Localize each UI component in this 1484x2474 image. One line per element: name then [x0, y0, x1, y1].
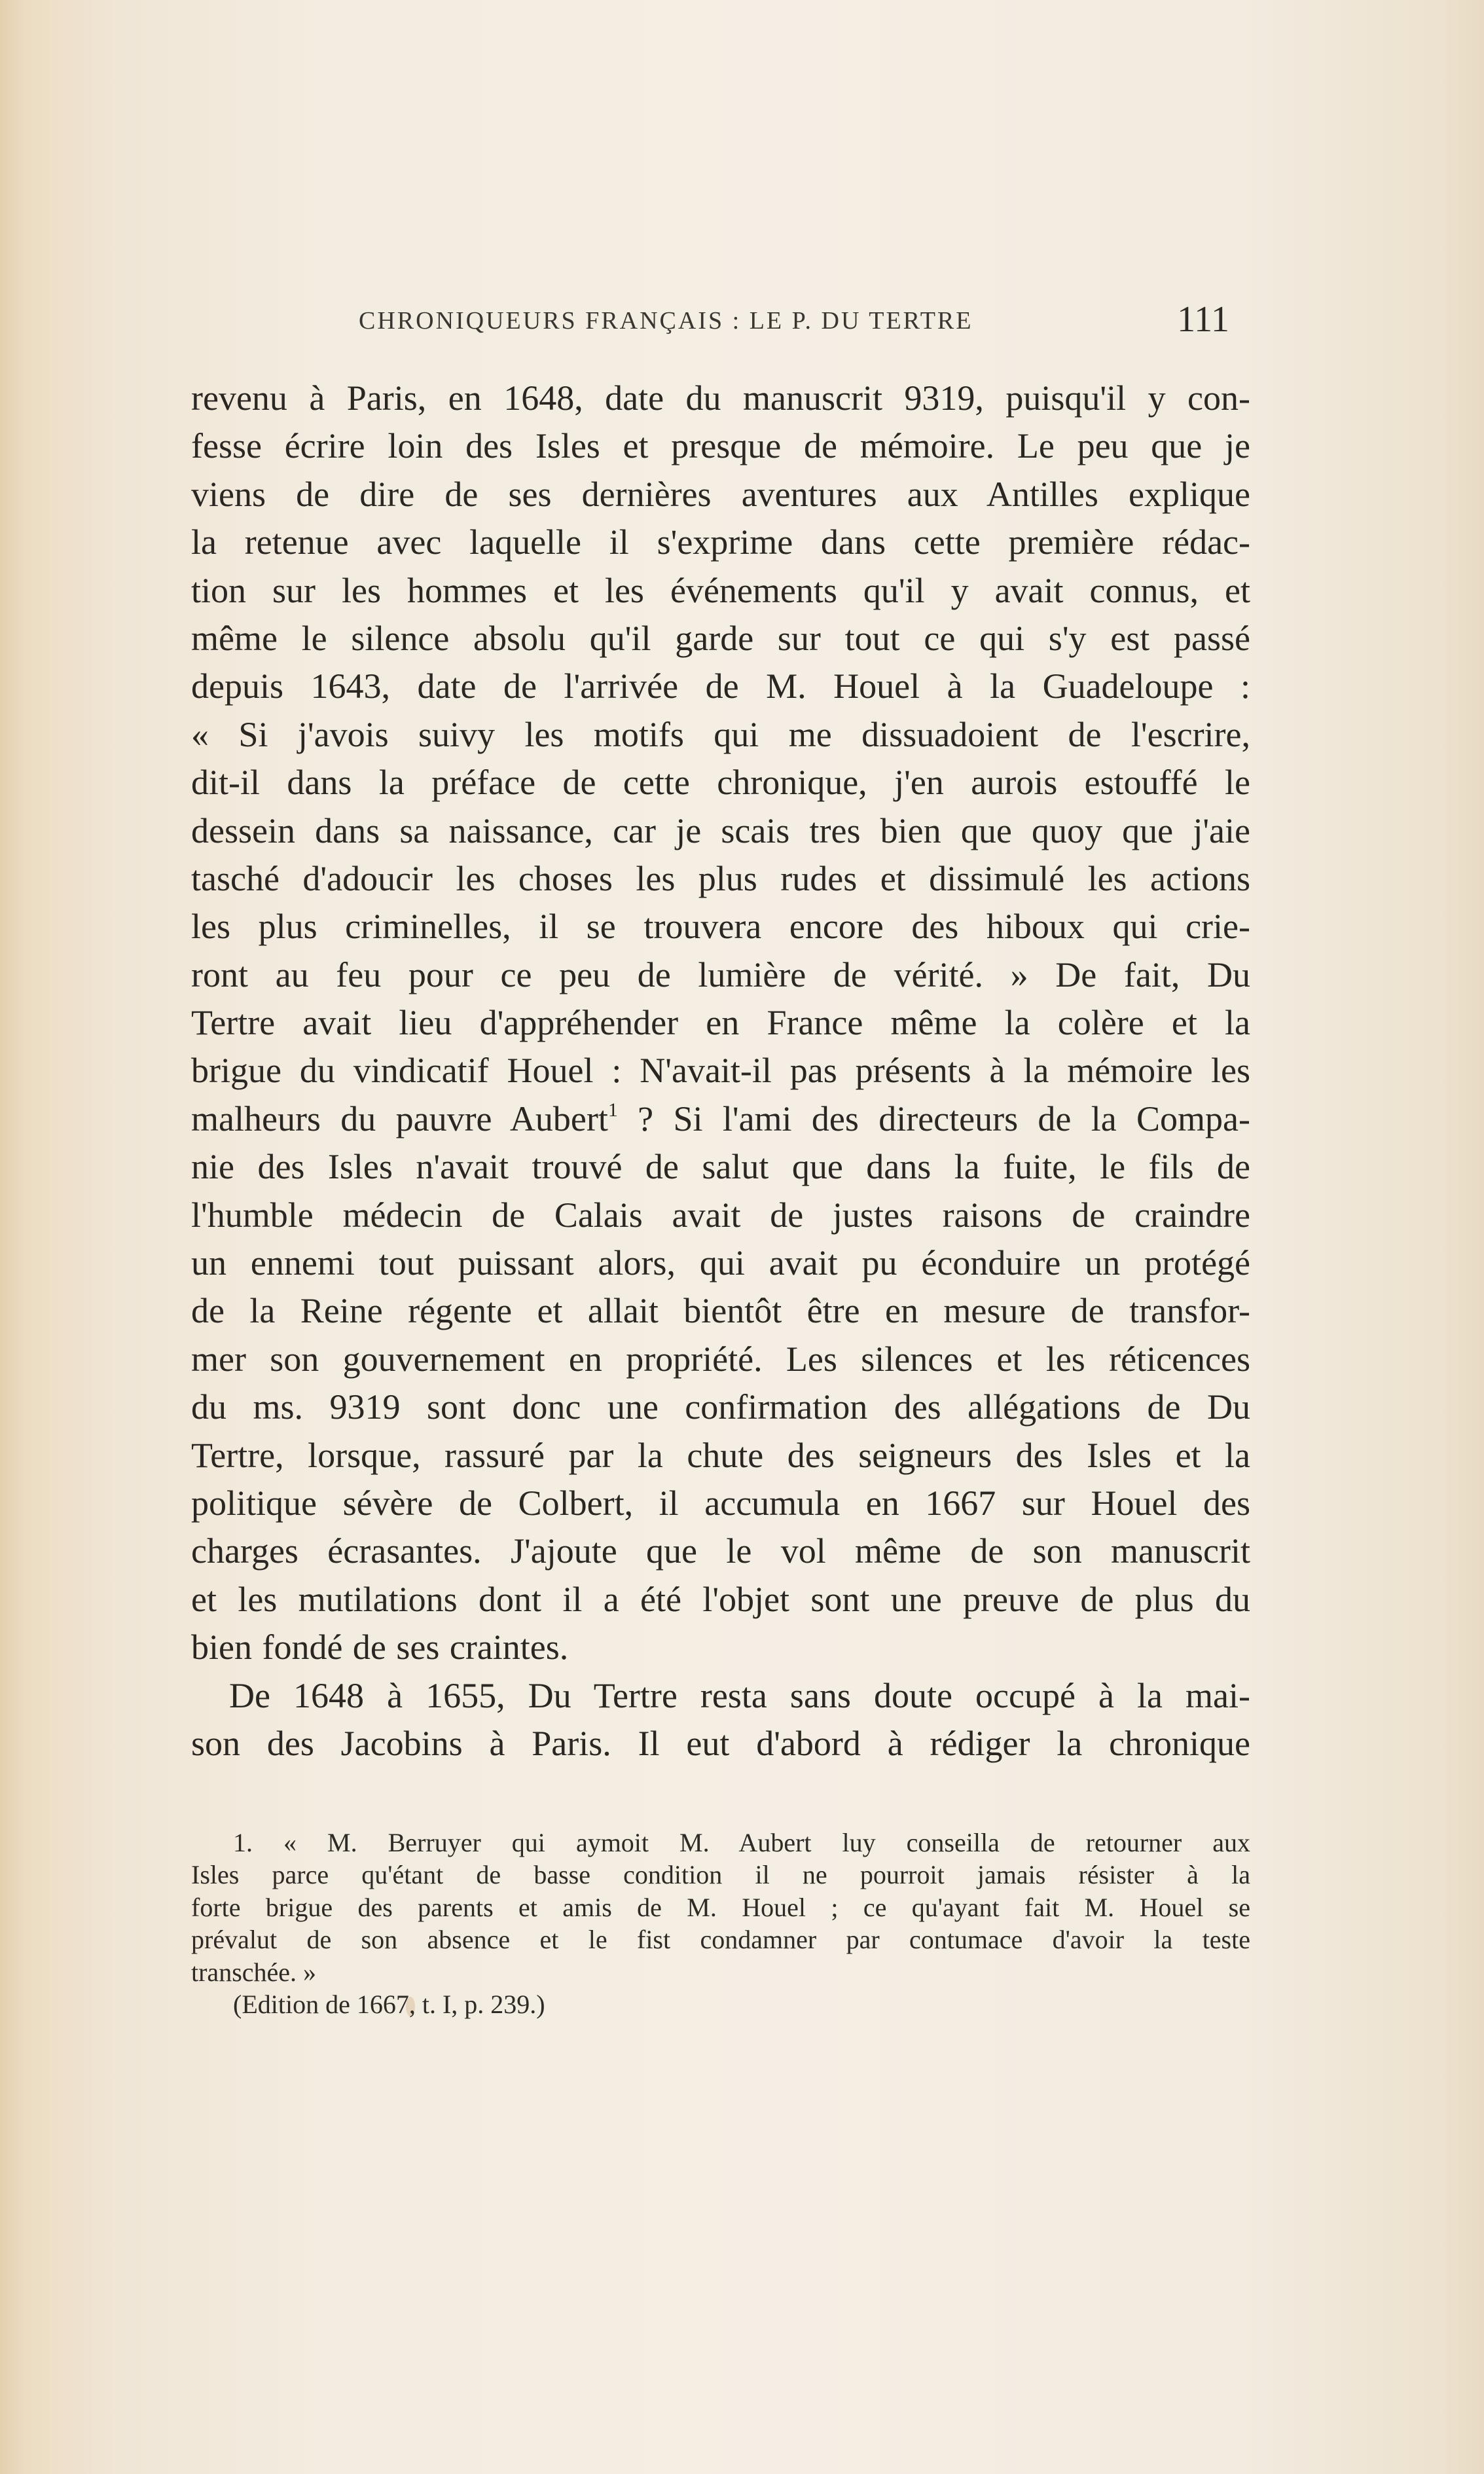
footnote-line: 1. « M. Berruyer qui aymoit M. Aubert luy conseilla de retourner aux	[233, 1828, 1250, 1857]
footnote-citation: (Edition de 1667, t. I, p. 239.)	[233, 1989, 545, 2019]
text-line-with-footnote-ref	[191, 1095, 1250, 1143]
paragraph-start-line: De 1648 à 1655, Du Tertre resta sans doute occupé à la mai-	[229, 1675, 1250, 1715]
text-line: du ms. 9319 sont donc une confirmation des allégations de Du	[191, 1387, 1250, 1427]
page-number: 111	[1177, 299, 1229, 340]
footnote-line: forte brigue des parents et amis de M. Houel ; ce qu'ayant fait M. Houel se	[191, 1892, 1250, 1922]
text-line: mer son gouvernement en propriété. Les silences et les réticences	[191, 1339, 1250, 1379]
text-line: « Si j'avois suivy les motifs qui me dissuadoient de l'escrire,	[191, 714, 1250, 754]
text-line: depuis 1643, date de l'arrivée de M. Houel à la Guadeloupe :	[191, 666, 1250, 706]
footnote-line: Isles parce qu'étant de basse condition il ne pourroit jamais résister à la	[191, 1860, 1250, 1890]
body-text	[191, 374, 1250, 1768]
text-line: nie des Isles n'avait trouvé de salut que dans la fuite, le fils de	[191, 1147, 1250, 1187]
text-line: viens de dire de ses dernières aventures aux Antilles explique	[191, 474, 1250, 514]
text-line: Tertre, lorsque, rassuré par la chute des seigneurs des Isles et la	[191, 1435, 1250, 1475]
text-line: Tertre avait lieu d'appréhender en France même la colère et la	[191, 1003, 1250, 1043]
footnote-line: prévalut de son absence et le fist condamner par contumace d'avoir la teste	[191, 1925, 1250, 1955]
running-head	[359, 299, 1229, 342]
text-line: fesse écrire loin des Isles et presque de mémoire. Le peu que je	[191, 426, 1250, 466]
text-line: charges écrasantes. J'ajoute que le vol même de son manuscrit	[191, 1531, 1250, 1571]
text-line: un ennemi tout puissant alors, qui avait pu éconduire un protégé	[191, 1243, 1250, 1283]
text-line: dit-il dans la préface de cette chronique, j'en aurois estouffé le	[191, 763, 1250, 803]
text-line: dessein dans sa naissance, car je scais tres bien que quoy que j'aie	[191, 810, 1250, 850]
text-line: revenu à Paris, en 1648, date du manuscrit 9319, puisqu'il y con-	[191, 378, 1250, 418]
text-line: tion sur les hommes et les événements qu'il y avait connus, et	[191, 570, 1250, 610]
text-line: tasché d'adoucir les choses les plus rudes et dissimulé les actions	[191, 858, 1250, 898]
footnotes	[191, 1827, 1250, 2020]
text-line: l'humble médecin de Calais avait de justes raisons de craindre	[191, 1195, 1250, 1235]
text-line: ront au feu pour ce peu de lumière de vérité. » De fait, Du	[191, 955, 1250, 994]
footnote-line: transchée. »	[191, 1957, 317, 1987]
text-line: les plus criminelles, il se trouvera encore des hiboux qui crie-	[191, 907, 1250, 947]
text-line: la retenue avec laquelle il s'exprime dans cette première rédac-	[191, 522, 1250, 562]
text-line: brigue du vindicatif Houel : N'avait-il pas présents à la mémoire les	[191, 1051, 1250, 1091]
footnote-reference[interactable]: 1	[607, 1099, 618, 1121]
text-line: et les mutilations dont il a été l'objet sont une preuve de plus du	[191, 1579, 1250, 1619]
text-line: politique sévère de Colbert, il accumula en 1667 sur Houel des	[191, 1483, 1250, 1523]
paragraph-end-line: bien fondé de ses craintes.	[191, 1628, 569, 1667]
text-line: même le silence absolu qu'il garde sur tout ce qui s'y est passé	[191, 618, 1250, 658]
running-title: CHRONIQUEURS FRANÇAIS : LE P. DU TERTRE	[359, 307, 973, 335]
text-line: son des Jacobins à Paris. Il eut d'abord à rédiger la chronique	[191, 1723, 1250, 1763]
text-segment: malheurs du pauvre Aubert	[191, 1099, 608, 1138]
text-line: de la Reine régente et allait bientôt être en mesure de transfor-	[191, 1291, 1250, 1331]
text-segment: ? Si l'ami des directeurs de la Compa-	[617, 1099, 1251, 1138]
